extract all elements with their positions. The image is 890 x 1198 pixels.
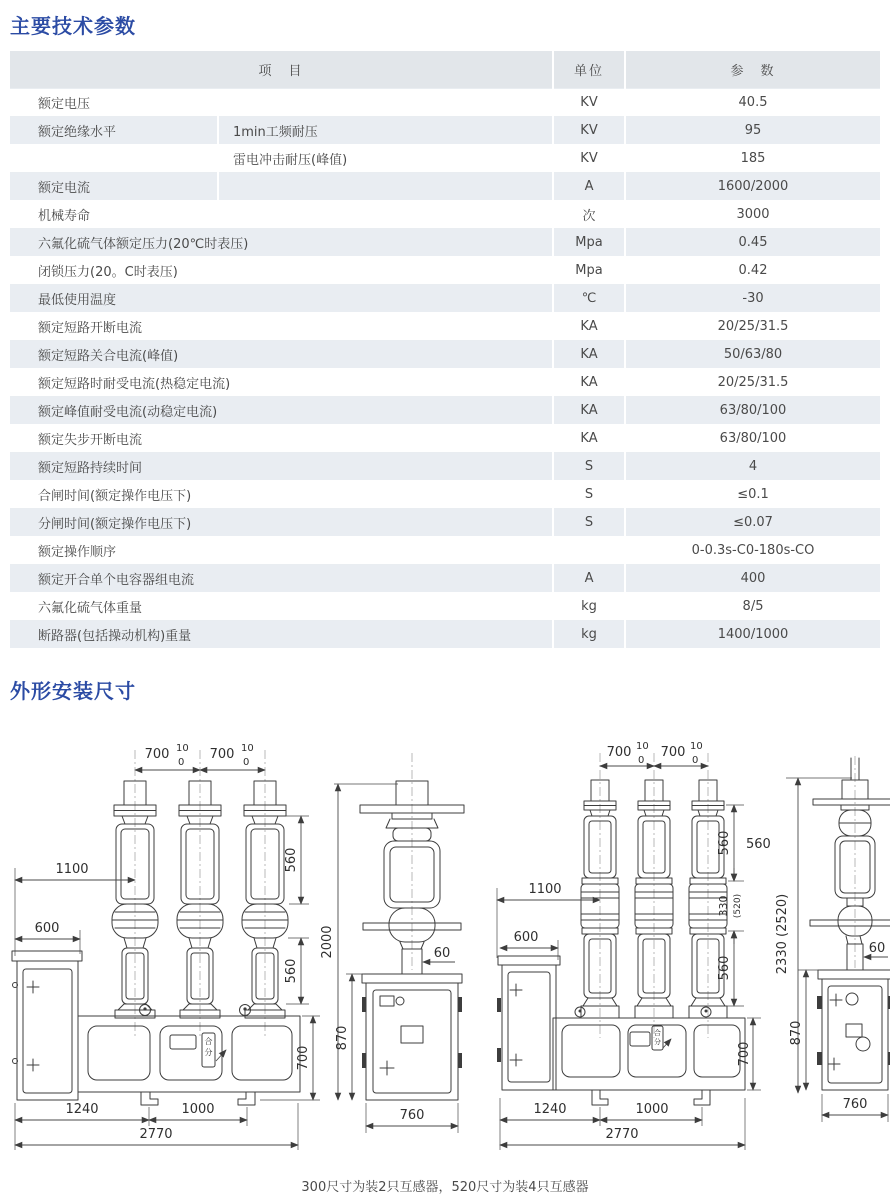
value-cell: 0-0.3s-C0-180s-CO [625,537,880,565]
dimension-label: 1100 [55,862,89,877]
item-cell: 额定短路关合电流(峰值) [10,341,553,369]
table-row [10,145,880,173]
open-label: 分 [204,1048,213,1057]
unit-cell [553,537,625,565]
item-cell: 额定短路持续时间 [10,453,553,481]
table-row [10,397,880,425]
dimension-label: 700 [296,1045,311,1071]
close-label: 合 [654,1029,661,1037]
unit-cell: ℃ [553,285,625,313]
dimension-label: 2000 [320,925,335,959]
table-row [10,565,880,593]
front-view-ct [497,741,852,1150]
dimension-label: 760 [399,1108,425,1123]
dimension-label: 60 [433,946,451,961]
unit-cell: A [553,565,625,593]
dimension-label: 1100 [528,882,562,897]
item-cell: 最低使用温度 [10,285,553,313]
open-label: 分 [654,1038,661,1046]
unit-cell: KV [553,117,625,145]
tolerance-upper: 10 [241,743,254,754]
unit-cell: Mpa [553,229,625,257]
dimension-label: (520) [733,893,743,919]
value-cell: 1600/2000 [625,173,880,201]
table-row [10,593,880,621]
item-cell: 六氟化硫气体重量 [10,593,553,621]
table-row [10,341,880,369]
value-cell: 1400/1000 [625,621,880,649]
item-cell: 六氟化硫气体额定压力(20℃时表压) [10,229,553,257]
value-cell: 20/25/31.5 [625,369,880,397]
col-header-value: 参 数 [625,51,880,89]
dimension-label: 700 [660,745,686,760]
sub-item-cell: 雷电冲击耐压(峰值) [218,145,553,173]
item-cell: 额定开合单个电容器组电流 [10,565,553,593]
tolerance-lower: 0 [178,757,185,768]
item-cell: 闭锁压力(20。C时表压) [10,257,553,285]
unit-cell: S [553,453,625,481]
unit-cell: KA [553,369,625,397]
item-cell: 额定峰值耐受电流(动稳定电流) [10,397,553,425]
dimension-label: 1000 [181,1102,215,1117]
unit-cell: KA [553,341,625,369]
indicator-window [170,1035,196,1049]
lever-icon [663,1039,671,1048]
unit-cell: S [553,509,625,537]
value-cell: -30 [625,285,880,313]
dimension-label: 600 [513,930,539,945]
unit-cell: KV [553,89,625,117]
front-view-basic [12,743,320,1150]
side-view-basic [320,753,464,1133]
dimension-label: 700 [144,747,170,762]
table-row [10,229,880,257]
tolerance-upper: 10 [176,743,189,754]
item-cell: 额定操作顺序 [10,537,553,565]
dimension-label: 2770 [139,1127,173,1142]
spec-table [10,51,880,649]
dimension-label: 60 [868,941,886,956]
dimension-label: 560 [717,955,732,981]
value-cell: ≤0.07 [625,509,880,537]
value-cell: ≤0.1 [625,481,880,509]
dimension-label: 2770 [605,1127,639,1142]
dimension-label: 870 [335,1025,350,1051]
value-cell: 0.42 [625,257,880,285]
item-cell: 额定短路时耐受电流(热稳定电流) [10,369,553,397]
unit-cell: KA [553,425,625,453]
dimension-label: 560 [284,847,299,873]
section-title-parameters: 主要技术参数 [10,14,136,38]
table-row [10,89,880,117]
dimension-drawings [0,708,890,1170]
item-cell: 额定绝缘水平 [10,117,218,145]
tolerance-lower: 0 [638,755,645,766]
outline-drawing-svg [0,708,890,1166]
value-cell: 20/25/31.5 [625,313,880,341]
dimension-label: 2330 (2520) [775,893,790,975]
item-cell: 断路器(包括操动机构)重量 [10,621,553,649]
value-cell: 50/63/80 [625,341,880,369]
dimension-label: 870 [789,1020,804,1046]
unit-cell: KA [553,397,625,425]
item-cell: 额定失步开断电流 [10,425,553,453]
value-cell: 8/5 [625,593,880,621]
tolerance-upper: 10 [690,741,703,752]
value-cell: 3000 [625,201,880,229]
table-row [10,621,880,649]
value-cell: 4 [625,453,880,481]
dimension-label: 700 [737,1041,752,1067]
table-row [10,173,880,201]
item-cell: 额定电流 [10,173,218,201]
side-view-ct [789,756,890,1122]
table-row [10,117,880,145]
item-cell: 额定短路开断电流 [10,313,553,341]
unit-cell: kg [553,621,625,649]
table-row [10,313,880,341]
dimension-label: 330 [717,895,730,917]
dimension-label: 560 [284,958,299,984]
table-row [10,285,880,313]
drawing-caption: 300尺寸为装2只互感器，520尺寸为装4只互感器 [301,1180,589,1195]
dimension-label: 1240 [533,1102,567,1117]
table-row [10,537,880,565]
value-cell: 63/80/100 [625,425,880,453]
dimension-label: 600 [34,921,60,936]
col-header-item: 项 目 [10,51,553,89]
dimension-label: 700 [209,747,235,762]
unit-cell: KA [553,313,625,341]
sub-item-cell: 1min工频耐压 [218,117,553,145]
dimension-label: 1240 [65,1102,99,1117]
item-cell: 合闸时间(额定操作电压下) [10,481,553,509]
table-row [10,425,880,453]
tolerance-upper: 10 [636,741,649,752]
dimension-label: 1000 [635,1102,669,1117]
dimension-label: 560 [746,837,771,852]
table-row [10,453,880,481]
item-cell [10,145,218,173]
value-cell: 185 [625,145,880,173]
col-header-unit: 单位 [553,51,625,89]
table-row [10,257,880,285]
item-cell: 分闸时间(额定操作电压下) [10,509,553,537]
unit-cell: kg [553,593,625,621]
dimension-label: 700 [606,745,632,760]
item-cell: 机械寿命 [10,201,553,229]
section-title-dimensions: 外形安装尺寸 [10,679,136,703]
sub-item-cell [218,173,553,201]
dimension-label: 760 [842,1097,868,1112]
value-cell: 0.45 [625,229,880,257]
tolerance-lower: 0 [692,755,699,766]
value-cell: 400 [625,565,880,593]
dimension-label: 560 [717,830,732,856]
table-row [10,369,880,397]
table-row [10,509,880,537]
tolerance-lower: 0 [243,757,250,768]
table-header-row [10,51,880,89]
unit-cell: A [553,173,625,201]
table-row [10,481,880,509]
unit-cell: Mpa [553,257,625,285]
indicator-window [630,1032,650,1046]
unit-cell: S [553,481,625,509]
table-row [10,201,880,229]
unit-cell: KV [553,145,625,173]
unit-cell: 次 [553,201,625,229]
item-cell: 额定电压 [10,89,553,117]
value-cell: 63/80/100 [625,397,880,425]
value-cell: 95 [625,117,880,145]
lever-icon [216,1050,226,1061]
value-cell: 40.5 [625,89,880,117]
close-label: 合 [204,1037,213,1046]
